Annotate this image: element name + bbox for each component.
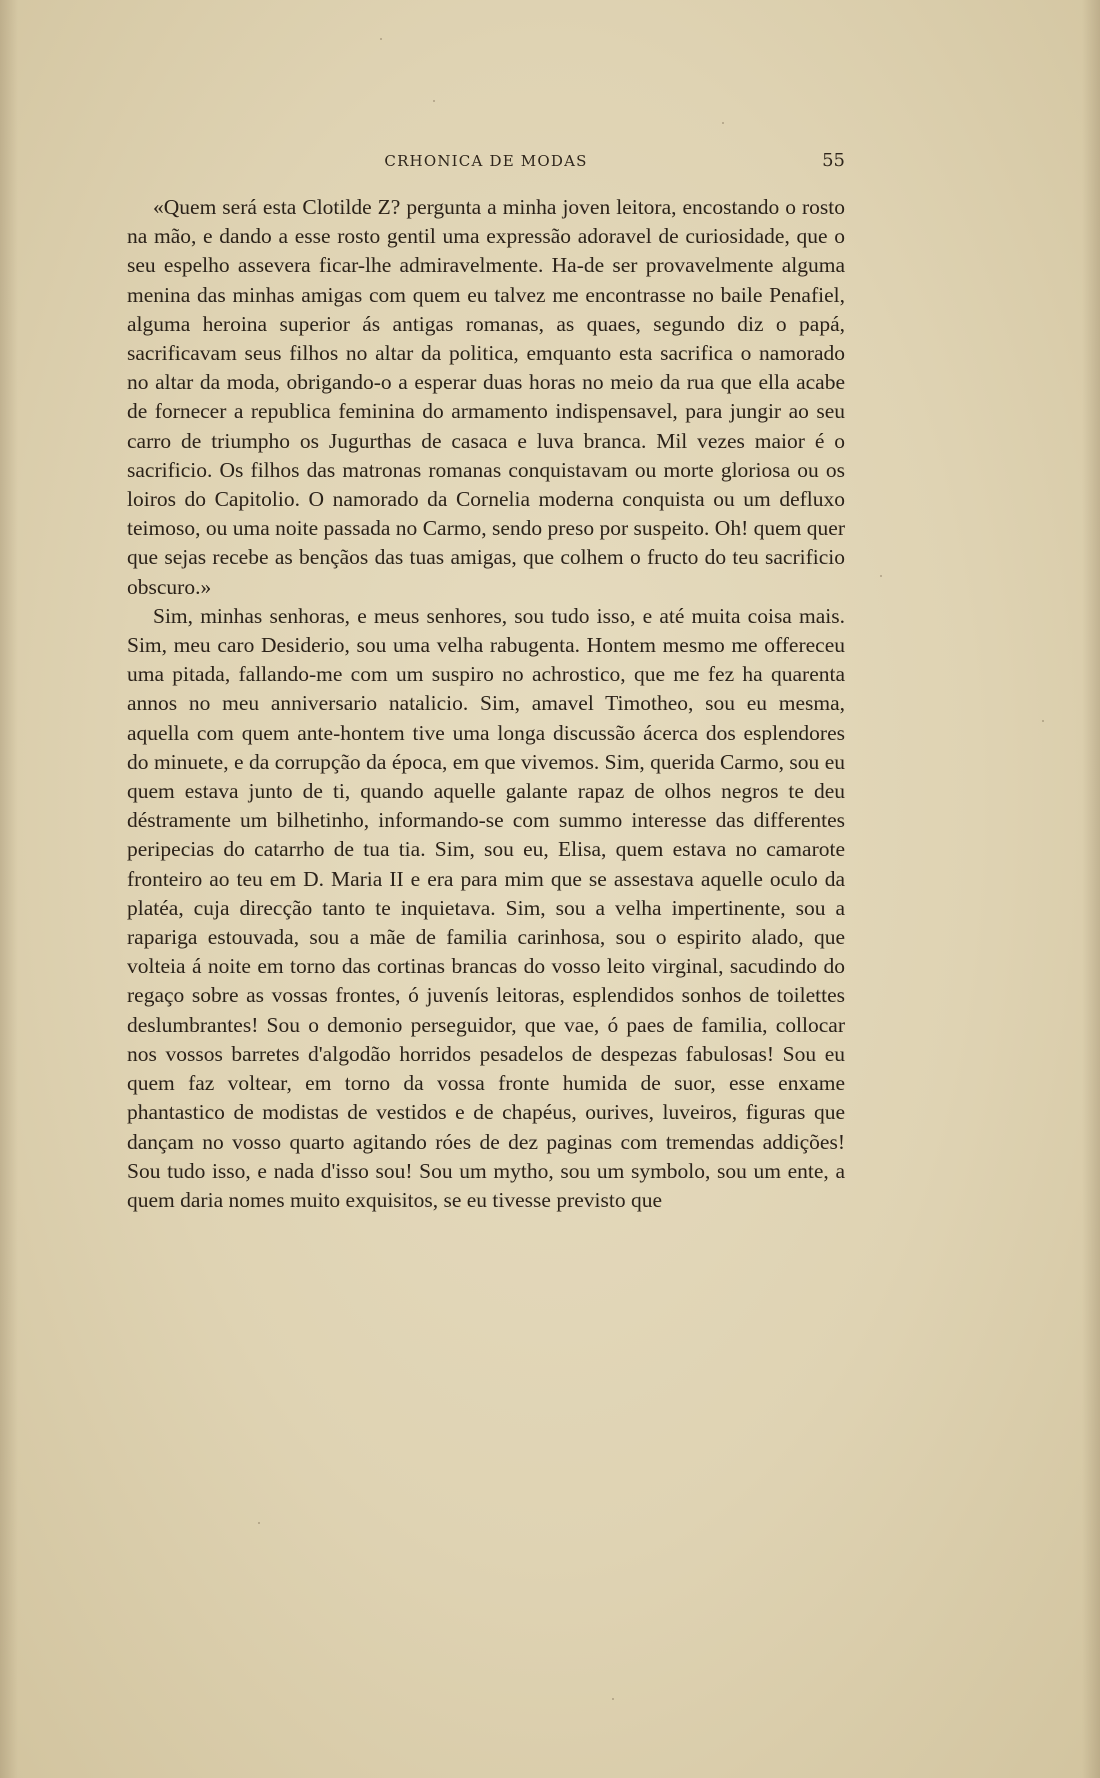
paper-speck [1042,720,1044,722]
paper-speck [380,38,382,40]
paper-speck [722,122,724,124]
page-left-edge-shadow [0,0,18,1778]
paragraph-1: «Quem será esta Clotilde Z? pergunta a minha joven leitora, encostando o rosto na mão, e dando a esse rosto gentil uma expressão adoravel de curiosidade, que o seu espelho assevera ficar-lhe admiravelmente. Ha-de ser provavelmente alguma menina das minhas amigas com quem eu talvez me encontrasse no baile Penafiel, alguma heroina superior ás antigas romanas, as quaes, segundo diz o papá, sacrificavam seus filhos no altar da politica, emquanto esta sacrifica o namorado no altar da moda, obrigando-o a esperar duas horas no meio da rua que ella acabe de fornecer a republica feminina do armamento indispensavel, para jungir ao seu carro de triumpho os Jugurthas de casaca e luva branca. Mil vezes maior é o sacrificio. Os filhos das matronas romanas conquistavam ou morte gloriosa ou os loiros do Capitolio. O namorado da Cornelia moderna conquista ou um defluxo teimoso, ou uma noite passada no Carmo, sendo preso por suspeito. Oh! quem quer que sejas recebe as bençãos das tuas amigas, que colhem o fructo do teu sacrificio obscuro.» [127,195,845,599]
page-header [127,152,845,180]
page-right-edge-shadow [1082,0,1100,1778]
paper-speck [258,1522,260,1524]
body-text [127,193,845,1215]
paper-speck [612,1698,614,1700]
page-number: 55 [822,150,845,171]
paper-speck [880,575,882,577]
paragraph-2: Sim, minhas senhoras, e meus senhores, sou tudo isso, e até muita coisa mais. Sim, meu caro Desiderio, sou uma velha rabugenta. Hontem mesmo me offereceu uma pitada, fallando-me com um suspiro no achrostico, que me fez ha quarenta annos no meu anniversario natalicio. Sim, amavel Timotheo, sou eu mesma, aquella com quem ante-hontem tive uma longa discussão ácerca dos esplendores do minuete, e da corrupção da época, em que vivemos. Sim, querida Carmo, sou eu quem estava junto de ti, quando aquelle galante rapaz de olhos negros te deu déstramente um bilhetinho, informando-se com summo interesse das differentes peripecias do catarrho de tua tia. Sim, sou eu, Elisa, quem estava no camarote fronteiro ao teu em D. Maria II e era para mim que se assestava aquelle oculo da platéa, cuja direcção tanto te inquietava. Sim, sou a velha impertinente, sou a rapariga estouvada, sou a mãe de familia carinhosa, sou o espirito alado, que volteia á noite em torno das cortinas brancas do vosso leito virginal, sacudindo do regaço sobre as vossas frontes, ó juvenís leitoras, esplendidos sonhos de toilettes deslumbrantes! Sou o demonio perseguidor, que vae, ó paes de familia, collocar nos vossos barretes d'algodão horridos pesadelos de despezas fabulosas! Sou eu quem faz voltear, em torno da vossa fronte humida de suor, esse enxame phantastico de modistas de vestidos e de chapéus, ourives, luveiros, figuras que dançam no vosso quarto agitando róes de dez paginas com tremendas addições! Sou tudo isso, e nada d'isso sou! Sou um mytho, sou um symbolo, sou um ente, a quem daria nomes muito exquisitos, se eu tivesse previsto que [127,603,845,1212]
running-title: CRHONICA DE MODAS [384,152,588,170]
paper-speck [433,100,435,102]
